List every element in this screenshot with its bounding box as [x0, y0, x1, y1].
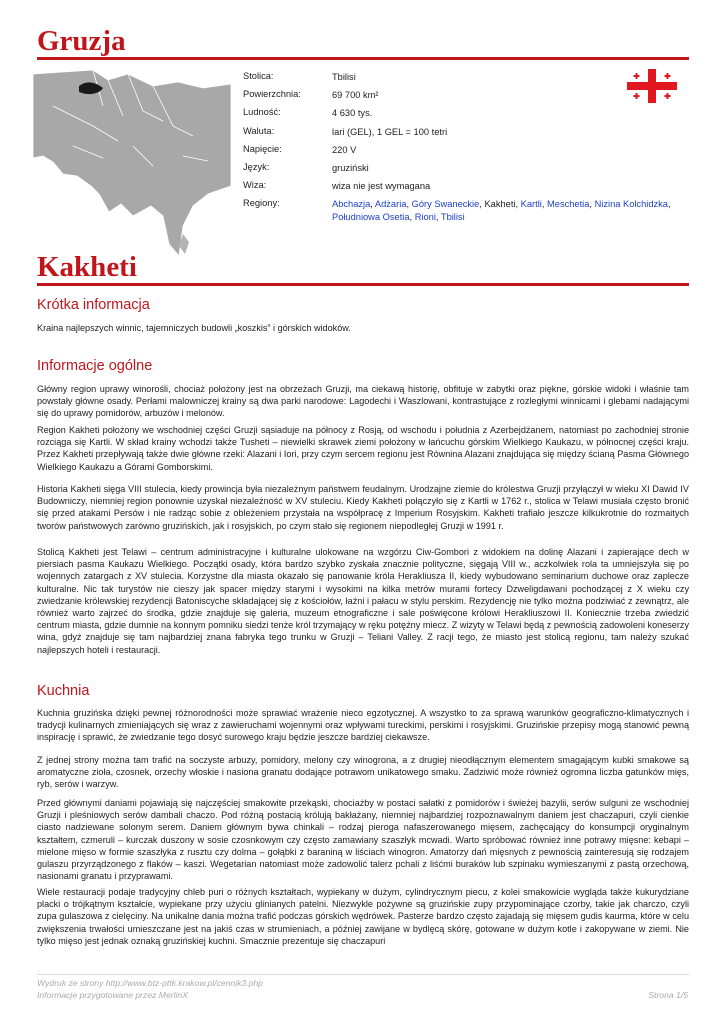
fact-value: lari (GEL), 1 GEL = 100 tetri: [332, 126, 448, 137]
cuisine-paragraph-1: Kuchnia gruzińska dzięki pewnej różnorodności może sprawiać wrażenie nieco egzotycznej. A wszystko to za sprawą warunków geograficzno-klimatycznych i tradycji kulinarnych zmieniających się wraz z zawieruchami wojennymi oraz wpływami tureckimi, perskimi i rosyjskimi. Gruzińskie przepisy mogą stanowić pewną inspirację i sprawić, że zwiedzanie tego dosyć surowego kraju będzie jeszcze bardziej ciekawsze.: [37, 708, 689, 743]
footer-page-number: Strona 1/5: [648, 990, 688, 1000]
facts-table: [243, 71, 692, 224]
fact-label: Stolica:: [243, 71, 274, 81]
short-info-text: Kraina najlepszych winnic, tajemniczych budowli „koszkis” i górskich widoków.: [37, 323, 351, 333]
fact-row-regions: [243, 198, 692, 224]
fact-row: [243, 71, 692, 89]
georgia-flag-icon: [627, 69, 677, 103]
region-link[interactable]: Góry Swaneckie: [411, 199, 480, 210]
fact-row: [243, 107, 692, 125]
general-paragraph-2: Region Kakheti położony we wschodniej części Gruzji sąsiaduje na północy z Rosją, od wschodu i południa z Azerbejdżanem, natomiast po zachodniej stronie rozciąga się Kartli. W skład krainy wchodzi także Tusheti – niewielki skrawek ziemi położony w łańcuchu górskim Wielkiego Kaukazu, w północnej części kraju. Przez Kakheti przepływają także dwie główne rzeki: Alazani i Iori, przy czym sercem regionu jest Równina Alazani znajdująca się między ścianą Pasma Głównego Wielkiego Kaukazu a Górami Gomborskimi.: [37, 425, 689, 472]
section-heading-cuisine: Kuchnia: [37, 683, 90, 699]
fact-row: [243, 162, 692, 180]
fact-row: [243, 144, 692, 162]
fact-label: Napięcie:: [243, 143, 282, 154]
fact-row: [243, 126, 692, 144]
fact-label: Ludność:: [243, 107, 281, 118]
general-paragraph-1: Główny region uprawy winorośli, chociaż położony jest na obrzeżach Gruzji, ma ciekawą historię, obfituje w zabytki oraz piękne, górskie widoki i właśnie tam powstały główne osady. Perłami malowniczej krainy są dwa parki narodowe: Lagodechi i Waszlowani, kontrastujące z rozległymi winnicami i glebami nadającymi się do uprawy pomidorów, arbuzów i melonów.: [37, 384, 689, 419]
fact-label: Powierzchnia:: [243, 89, 301, 100]
region-link[interactable]: Adżaria: [374, 199, 407, 210]
cuisine-paragraph-3: Przed głównymi daniami pojawiają się najczęściej smakowite przekąski, chociażby w postaci sałatki z pomidorów i świeżej bazylii, serów sulguni ze wschodniej Gruzji i pleśniowych serów dambali chaczo. Pod różną postacią królują bakłażany, niemniej najbardziej rozpoznawalnym daniem jest chaczapuri, czyli cienkie ciasto nadziewane solonym serem. Daniem głównym bywa chinkali – rodzaj pieroga nafaszerowanego mięsem, zachęcający do konsumpcji oryginalnym kształtem, czmeruli – kurczak duszony w sosie czosnkowym czy często zamawiany szaszłyk mcwadi. Warto spróbować również inne potrawy mięsne: kebapi – mielone mięso w formie szaszłyka z rusztu czy dolma – gołąbki z baraniną w liściach winogron. Amatorzy dań mięsnych z pewnością zainteresują się rodzajem gulaszu przyrządzonego z flaków – kaszi. Wegetarian natomiast może zadowolić talerz pchali z liśćmi buraków lub szpinaku wymieszanymi z pastą orzechową, nasionami granatu i przyprawami.: [37, 798, 689, 882]
cuisine-paragraph-4: Wiele restauracji podaje tradycyjny chleb puri o różnych kształtach, wypiekany w dużym, cylindrycznym piecu, z kolei smakowicie wygląda także kukurydziane placki o trójkątnym kształcie, wypiekane przy użyciu glinianych patelni. Niezwykle pożywne są gruzińskie zupy przypominające czorby, takie jak charczo, czyli zupa gulaszowa z cielęciny. Na unikalne dania można trafić podczas górskich wędrówek. Pasterze bardzo często zajadają się mięsem gudis kaurma, które w celu zwiększenia trwałości umieszczane jest na jakiś czas w strumieniach, a później zawijane w bydlęcą skórę, gotowane w dużym kotle i zakopywane w ziemi. Nie tylko mięso jest jednak oznaką gruzińskiej kuchni. Smacznie prezentuje się chaczapuri: [37, 887, 689, 946]
fact-label: Język:: [243, 161, 270, 172]
section-heading-short: Krótka informacja: [37, 297, 150, 313]
fact-row: [243, 89, 692, 107]
fact-label: Waluta:: [243, 125, 275, 136]
fact-value: Tbilisi: [332, 72, 356, 82]
section-heading-general: Informacje ogólne: [37, 358, 153, 374]
general-paragraph-4: Stolicą Kakheti jest Telawi – centrum administracyjne i kulturalne ulokowane na wzgórzu Ciw-Gombori z widokiem na dolinę Alazani i zapierające dech w piersiach pasma Kaukazu Wielkiego. Początki osady, która bardzo szybko zyskała znacznie polityczne, sięgają VIII w., aczkolwiek rola ta umniejszyła się po wojennych zatargach z XV stulecia. Korzystne dla miasta okazało się panowanie króla Herakliusza II, kiedy wybudowano seminarium duchowe oraz zaplecze kulturalne. Nic tak turystów nie cieszy jak spacer między starymi i wysokimi na kilka metrów murami fortecy Dzweligdawani pochodzącej z X wieku czy zwiedzanie królewskiej rezydencji Batoniscyche składającej się z kościołów, łaźni i pałacu w stylu perskim. Rezydencję nie tylko można podziwiać z zewnątrz, ale również warto zajrzeć do środka, gdzie znajduje się galeria, muzeum etnograficzne i sale poświęcone królowi Herakliuszowi II. Koniecznie trzeba zwiedzić centrum miasta, gdzie dumnie na konnym pomniku siedzi tenże król trzymający w ręku potężny miecz. Z wizyty w Telawi będą z pewnością zadowoleni koneserzy wina, gdyż znajduje się tam najbardziej znana fabryka tego trunku w Gruzji – Teliani Valley. Z racji tego, że miasto jest stolicą regionu, tam należy szukać najlepszych hoteli i restauracji.: [37, 547, 689, 655]
page-title: Gruzja: [37, 25, 126, 57]
region-rule: [37, 283, 689, 286]
footer-rule: [37, 974, 689, 975]
footer-source: Wydruk ze strony http://www.btz-pttk.krakow.pl/cennik3.php: [37, 978, 263, 988]
cuisine-paragraph-2: Z jednej strony można tam trafić na soczyste arbuzy, pomidory, melony czy winogrona, a z drugiej nieodłącznym elementem smagającym kubki smakowe są aromatyczne zioła, czosnek, orzechy włoskie i nasiona granatu dodające potrawom unikatowego smaku. Zadziwić może również ogromna liczba gatunków mięs, ryb, serów i warzyw.: [37, 755, 689, 790]
region-link[interactable]: Abchazja: [332, 199, 371, 210]
fact-row: [243, 180, 692, 198]
footer-author: Informacje przygotowane przez MerlinX: [37, 990, 188, 1000]
region-link[interactable]: Tbilisi: [440, 212, 465, 223]
title-rule: [37, 57, 689, 60]
region-link[interactable]: Południowa Osetia: [332, 212, 410, 223]
regions-list: Abchazja, Adżaria, Góry Swaneckie, Kakheti, Kartli, Meschetia, Nizina Kolchidzka, Południowa Osetia, Rioni, Tbilisi: [332, 199, 671, 223]
general-paragraph-3: Historia Kakheti sięga VIII stulecia, kiedy prowincja była niezależnym państwem feudalnym. Urodzajne ziemie do królestwa Gruzji przyłączył w wieku XI Dawid IV Budowniczy, niemniej region ponownie uzyskał niezależność w XV stuleciu. Kiedy Kakheti połączyło się z Kartli w 1762 r., stolica w Telawi musiała często bronić się przed atakami Persów i nie radząc sobie z obleżeniem przystała na współpracę z Imperium Rosyjskim. Kakheti trafiało jeszcze kilkukrotnie do rozmaitych tworów państwowych zarówno gruzińskich, jak i rosyjskich, po czym stało się regionem niepodległej Gruzji w 1991 r.: [37, 484, 689, 531]
fact-value: 69 700 km²: [332, 90, 379, 101]
fact-label: Regiony:: [243, 198, 280, 209]
region-link[interactable]: Nizina Kolchidzka: [594, 199, 668, 210]
region-current: Kakheti: [484, 199, 516, 210]
region-link[interactable]: Rioni: [414, 212, 436, 223]
region-link[interactable]: Kartli: [520, 199, 542, 210]
fact-value: 4 630 tys.: [332, 108, 373, 119]
map-image: [33, 66, 233, 266]
fact-label: Wiza:: [243, 180, 267, 191]
region-link[interactable]: Meschetia: [547, 199, 590, 210]
region-title: Kakheti: [37, 251, 137, 283]
fact-value: gruziński: [332, 162, 369, 173]
fact-value: 220 V: [332, 144, 357, 155]
fact-value: wiza nie jest wymagana: [332, 181, 431, 192]
